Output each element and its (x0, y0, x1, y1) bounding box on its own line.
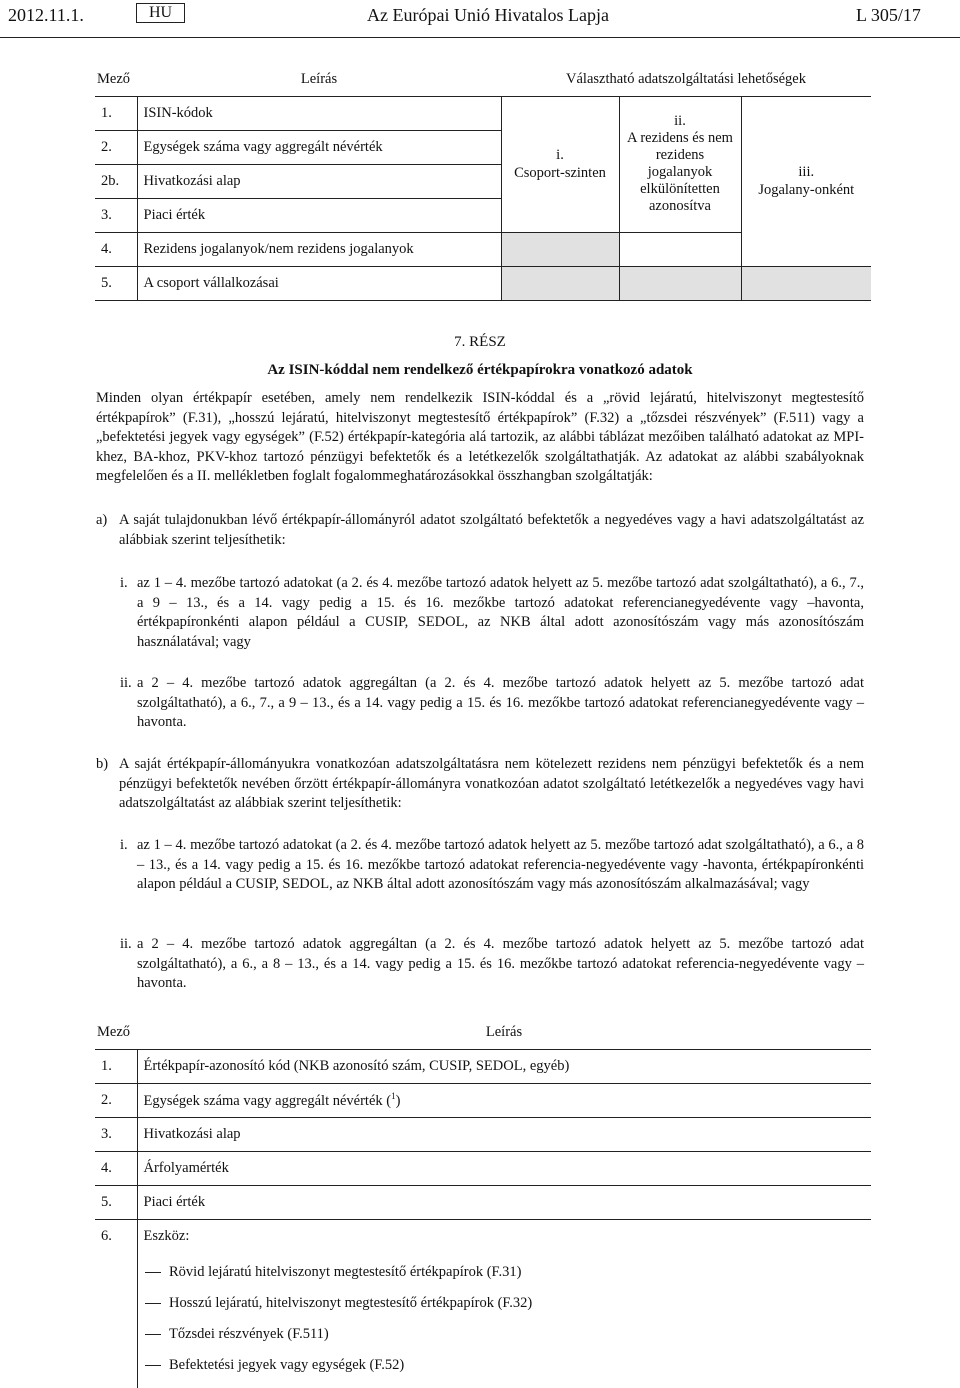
options-table (95, 63, 871, 301)
instrument-label: Hosszú lejáratú, hitelviszonyt megtestesítő értékpapírok (F.32) (169, 1295, 533, 1311)
page-header (0, 0, 960, 40)
row-desc-cell (137, 1083, 871, 1117)
row-desc: Egységek száma vagy aggregált névérték ( (143, 1092, 392, 1109)
empty-cell (619, 232, 741, 266)
instrument-item (145, 1326, 329, 1343)
dash-mark (145, 1303, 161, 1304)
col-field-header: Mező (95, 1017, 137, 1049)
instrument-item (145, 1357, 404, 1374)
col-field-header: Mező (95, 63, 137, 96)
row-num: 3. (95, 1117, 137, 1151)
item-b-i-text: az 1 – 4. mezőbe tartozó adatokat (a 2. és 4. mezőbe tartozó adatok helyett az 5. mezőbe tartozó adat szolgáltatható), a 6., a 8 – 13., és a 14. vagy pedig a 15. és 16. mezőkbe tartozó adatokat referencia-negyedévente vagy -havonta, értékpapíronkénti alapon például a CUSIP, SEDOL, az NKB által adott azonosítószám vagy más azonosítószám alkalmazásával; vagy (137, 837, 864, 892)
option-ii-text: A rezidens és nem rezidens jogalanyok elkülönítetten azonosítva (627, 130, 733, 214)
row-desc: Piaci érték (137, 1185, 871, 1219)
header-date: 2012.11.1. (8, 5, 84, 25)
option-separately (619, 96, 741, 232)
dash-mark (145, 1365, 161, 1366)
instrument-label: Befektetési jegyek vagy egységek (F.52) (169, 1357, 405, 1373)
row-num: 4. (95, 232, 137, 266)
instrument-item (145, 1264, 521, 1281)
row-num: 2. (95, 1083, 137, 1117)
row-desc: Egységek száma vagy aggregált névérték (137, 130, 501, 164)
row-desc: Árfolyamérték (137, 1151, 871, 1185)
row-num: 3. (95, 198, 137, 232)
item-b-i-label: i. (120, 837, 128, 853)
row-desc: Rezidens jogalanyok/nem rezidens jogalanyok (137, 232, 501, 266)
instrument-label: Rövid lejáratú hitelviszonyt megtestesítő értékpapírok (F.31) (169, 1264, 522, 1280)
row-desc: Eszköz: (137, 1219, 871, 1388)
row-num: 2. (95, 130, 137, 164)
row-num: 2b. (95, 164, 137, 198)
shaded-cell (501, 266, 619, 300)
dash-mark (145, 1334, 161, 1335)
item-b-text: A saját értékpapír-állományukra vonatkozóan adatszolgáltatásra nem kötelezett rezidens nem pénzügyi befektetők és a nem pénzügyi befektetők nevében őrzött értékpapír-állományra vonatkozóan adatot szolgáltató letétkezelők a negyedéves vagy havi adatszolgáltatást az alábbiak szerint teljesíthetik: (119, 756, 864, 811)
row-desc: Értékpapír-azonosító kód (NKB azonosító szám, CUSIP, SEDOL, egyéb) (137, 1049, 871, 1083)
item-b-label: b) (96, 756, 109, 772)
row-num: 5. (95, 266, 137, 300)
instrument-label: Tőzsdei részvények (F.511) (169, 1326, 329, 1342)
row-desc: A csoport vállalkozásai (137, 266, 501, 300)
option-group-level (501, 96, 619, 232)
option-i-text: Csoport-szinten (514, 165, 606, 181)
item-a-i-text: az 1 – 4. mezőbe tartozó adatokat (a 2. és 4. mezőbe tartozó adatok helyett az 5. mezőbe tartozó adat szolgáltatható), a 6., 7., a 9 – 13., és a 14. vagy pedig a 15. és 16. mezőkbe tartozó adatokat referencianegyedévente vagy –havonta, értékpapíronkénti alapon például a CUSIP, SEDOL, az NKB által adott azonosítószám vagy más azonosítószám használatával; vagy (137, 575, 864, 650)
dash-mark (145, 1272, 161, 1273)
header-divider (0, 37, 960, 38)
col-options-header: Választható adatszolgáltatási lehetőségek (501, 63, 871, 96)
row-num: 1. (95, 1049, 137, 1083)
row-desc: ISIN-kódok (137, 96, 501, 130)
col-desc-header: Leírás (137, 1017, 871, 1049)
item-b-ii-text: a 2 – 4. mezőbe tartozó adatok aggregáltan (a 2. és 4. mezőbe tartozó adatok helyett az 5. mezőbe tartozó adat szolgáltatható), a 6., a 8 – 13., és a 14. vagy pedig a 15. és 16. mezőkbe tartozó adatokat referencia-negyedévente vagy –havonta. (137, 936, 864, 991)
section-title: Az ISIN-kóddal nem rendelkező értékpapírokra vonatkozó adatok (267, 362, 693, 378)
intro-paragraph: Minden olyan értékpapír esetében, amely nem rendelkezik ISIN-kóddal és a „rövid lejáratú, hitelviszonyt megtestesítő értékpapírok” (F.31), „hosszú lejáratú, hitelviszonyt megtestesítő értékpapírok” (F.32) a „tőzsdei részvények” (F.511) vagy a „befektetési jegyek vagy egységek” (F.52) értékpapír-kategória alá tartozik, az alábbi táblázat mezőiben található adatokat az MPI-khez, BA-khoz, PKV-khoz tartozó pénzügyi befektetők és a letétkezelők szolgáltathatják. Az adatokat az alábbi szabályoknak megfelelően és a II. mellékletben foglalt fogalommeghatározásokkal összhangban szolgáltatják: (96, 390, 864, 484)
row-num: 1. (95, 96, 137, 130)
option-i-num: i. (556, 147, 564, 163)
option-iii-text: Jogalany-onként (758, 182, 855, 198)
section-number: 7. RÉSZ (454, 334, 506, 350)
item-a-label: a) (96, 512, 108, 528)
item-a-text: A saját tulajdonukban lévő értékpapír-állományról adatot szolgáltató befektetők a negyedéves vagy a havi adatszolgáltatást az alábbiak szerint teljesíthetik: (119, 512, 864, 548)
row-desc: Hivatkozási alap (137, 1117, 871, 1151)
item-a-ii-text: a 2 – 4. mezőbe tartozó adatok aggregáltan (a 2. és 4. mezőbe tartozó adatok helyett az 5. mezőbe tartozó adat szolgáltatható), a 6., 7., a 9 – 13., és a 14. vagy pedig a 15. és 16. mezőkbe tartozó adatokat referencianegyedévente vagy –havonta. (137, 675, 864, 730)
page-number: L 305/17 (856, 5, 921, 25)
shaded-cell (619, 266, 741, 300)
language-badge: HU (136, 3, 185, 23)
item-a-i-label: i. (120, 575, 128, 591)
row-num: 4. (95, 1151, 137, 1185)
journal-title: Az Európai Unió Hivatalos Lapja (367, 5, 609, 25)
item-b-ii-label: ii. (120, 936, 132, 952)
item-a-ii-label: ii. (120, 675, 132, 691)
footnote-ref[interactable]: 1 (391, 1090, 396, 1101)
row-desc-close: ) (395, 1092, 401, 1109)
option-by-entity (741, 96, 871, 266)
row-num: 5. (95, 1185, 137, 1219)
row-desc: Hivatkozási alap (137, 164, 501, 198)
col-desc-header: Leírás (137, 63, 501, 96)
shaded-cell (741, 266, 871, 300)
shaded-cell (501, 232, 619, 266)
row-num: 6. (95, 1219, 137, 1388)
instrument-item (145, 1295, 532, 1312)
row-desc: Piaci érték (137, 198, 501, 232)
option-iii-num: iii. (798, 164, 815, 180)
option-ii-num: ii. (674, 113, 686, 129)
